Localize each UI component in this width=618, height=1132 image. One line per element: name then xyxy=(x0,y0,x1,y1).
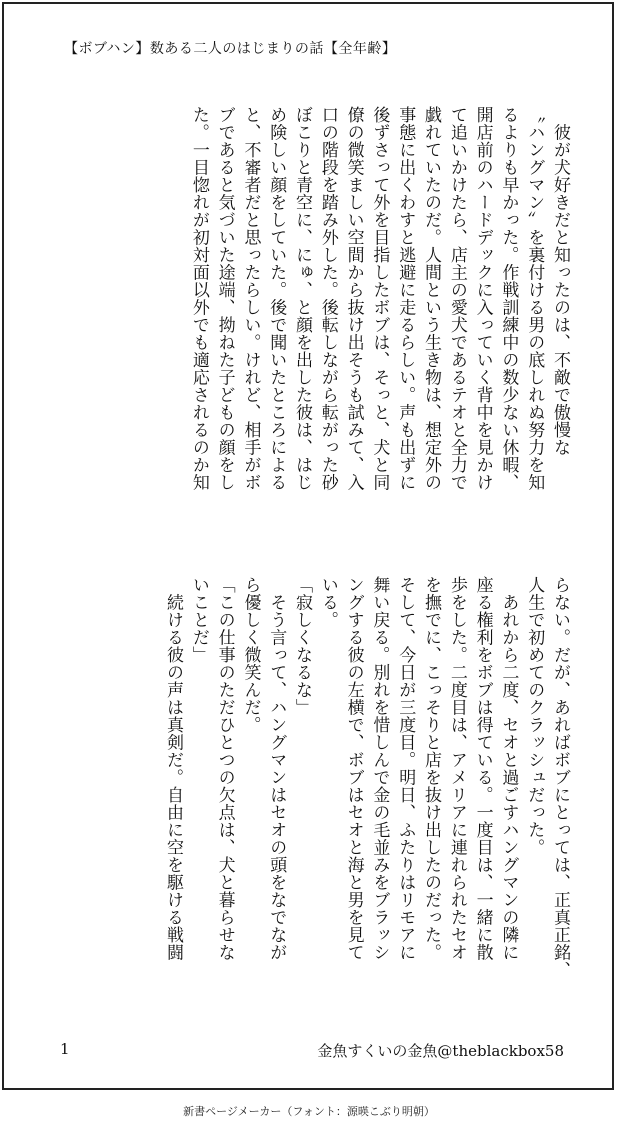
body-text-upper-column: 彼が犬好きだと知ったのは、不敵で傲慢な 〝ハングマン〟を裏付ける男の底しれぬ努力を知 るよりも早かった。作戦訓練中の数少ない休暇、 開店前のハードデックに入っていく背中を見かけ て追いかけたら、店主の愛犬であるテオと全力で 戯れていたのだ。人間という生き物は、想定外の 事態に出くわすと逃避に走るらしい。声も出ずに 後ずさって外を目指したボブは、そっと、犬と同 僚の微笑ましい空間から抜け出そうも試みて、入 口の階段を踏み外した。後転しながら転がった砂 ぼこりと青空に、にゅ、と顔を出した彼は、はじ め険しい顔をしていた。後で聞いたところによる と、不審者だと思ったらしい。けれど、相手がボ ブであると気づいた途端、拗ねた子どもの顔をし た。一目惚れが初対面以外でも適応されるのか知 xyxy=(188,106,570,491)
book-page xyxy=(2,2,614,1090)
page-number: 1 xyxy=(60,1040,70,1058)
page-header-title: 【ボブハン】数ある二人のはじまりの話【全年齢】 xyxy=(64,41,397,57)
generator-credit: 新書ページメーカー（フォント：源暎こぶり明朝） xyxy=(183,1105,435,1118)
author-credit: 金魚すくいの金魚@theblackbox58 xyxy=(317,1042,564,1060)
body-text-lower-column: らない。だが、あればボブにとっては、正真正銘、 人生で初めてのクラッシュだった。 あれから二度、セオと過ごすハングマンの隣に 座る権利をボブは得ている。一度目は、一緒に散 歩をした。二度目は、アメリアに連れられたセオ を撫でに、こっそりと店を抜け出したのだった。 そして、今日が三度目。明日、ふたりはリモアに 舞い戻る。別れを惜しんで金の毛並みをブラッシ ングする彼の左横で、ボブはセオと海と男を見て いる。 「寂しくなるな」 そう言って、ハングマンはセオの頭をなでなが ら優しく微笑んだ。 「この仕事のただひとつの欠点は、犬と暮らせな いことだ」 続ける彼の声は真剣だ。自由に空を駆ける戦闘 xyxy=(163,576,570,979)
